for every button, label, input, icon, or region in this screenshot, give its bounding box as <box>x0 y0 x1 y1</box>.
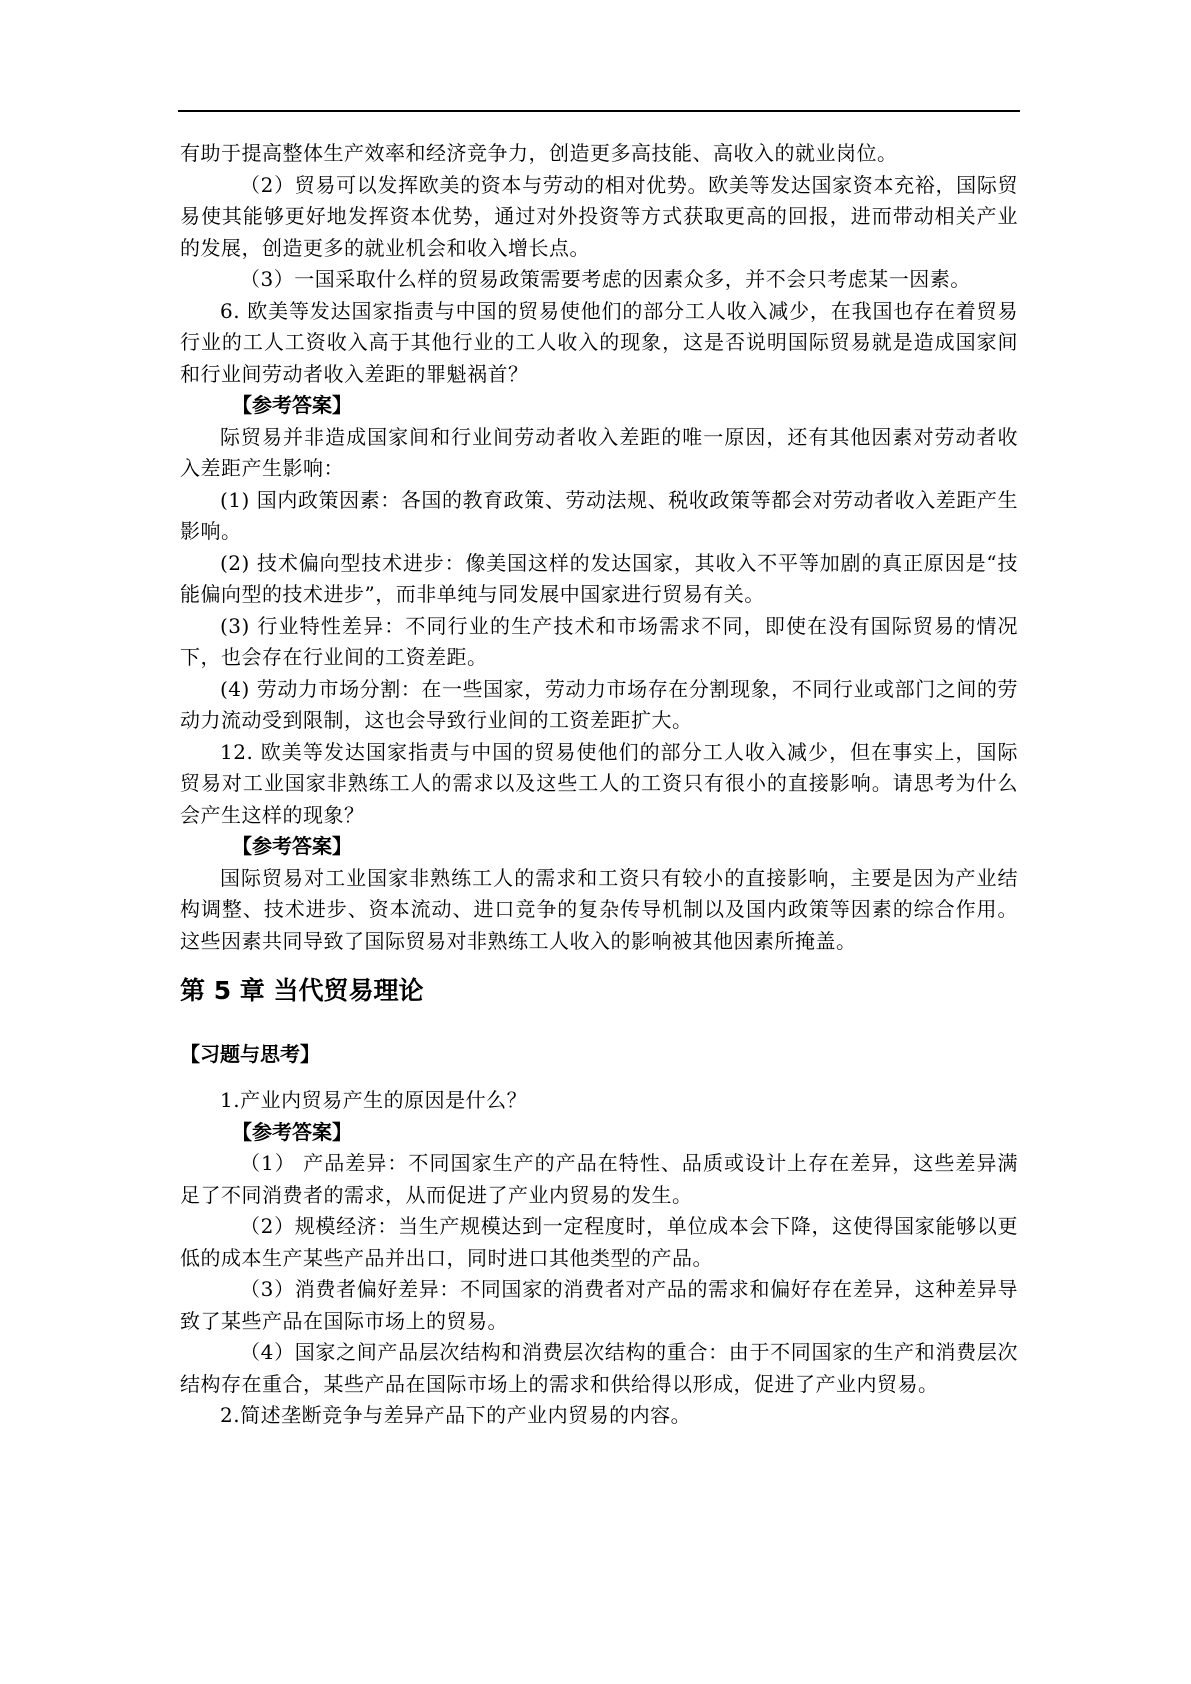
answer-heading: 【参考答案】 <box>232 393 352 417</box>
paragraph: 际贸易并非造成国家间和行业间劳动者收入差距的唯一原因，还有其他因素对劳动者收入差距产生影响： <box>180 424 1018 480</box>
question-6: 6. 欧美等发达国家指责与中国的贸易使他们的部分工人收入减少，在我国也存在着贸易行业的工人工资收入高于其他行业的工人收入的现象，这是否说明国际贸易就是造成国家间和行业间劳动者收入差距的罪魁祸首？ <box>180 298 1018 386</box>
question-1: 1.产业内贸易产生的原因是什么？ <box>220 1088 528 1112</box>
answer-heading: 【参考答案】 <box>232 834 352 858</box>
list-item: (2) 技术偏向型技术进步：像美国这样的发达国家，其收入不平等加剧的真正原因是“技能偏向型的技术进步”，而非单纯与同发展中国家进行贸易有关。 <box>180 550 1018 606</box>
question-2: 2.简述垄断竞争与差异产品下的产业内贸易的内容。 <box>220 1403 692 1427</box>
list-item: （1） 产品差异：不同国家生产的产品在特性、品质或设计上存在差异，这些差异满足了不同消费者的需求，从而促进了产业内贸易的发生。 <box>180 1151 1018 1207</box>
document-body <box>180 138 1018 1432</box>
header-rule <box>178 110 1020 112</box>
paragraph: 有助于提高整体生产效率和经济竞争力，创造更多高技能、高收入的就业岗位。 <box>180 141 898 165</box>
list-item: (3) 行业特性差异：不同行业的生产技术和市场需求不同，即使在没有国际贸易的情况下，也会存在行业间的工资差距。 <box>180 613 1018 669</box>
paragraph: 国际贸易对工业国家非熟练工人的需求和工资只有较小的直接影响，主要是因为产业结构调整、技术进步、资本流动、进口竞争的复杂传导机制以及国内政策等因素的综合作用。这些因素共同导致了国际贸易对非熟练工人收入的影响被其他因素所掩盖。 <box>180 865 1018 953</box>
list-item: （3）消费者偏好差异：不同国家的消费者对产品的需求和偏好存在差异，这种差异导致了某些产品在国际市场上的贸易。 <box>180 1277 1018 1333</box>
answer-heading: 【参考答案】 <box>232 1119 352 1144</box>
list-item: （4）国家之间产品层次结构和消费层次结构的重合：由于不同国家的生产和消费层次结构存在重合，某些产品在国际市场上的需求和供给得以形成，促进了产业内贸易。 <box>180 1340 1018 1396</box>
list-item: （2）规模经济：当生产规模达到一定程度时，单位成本会下降，这使得国家能够以更低的成本生产某些产品并出口，同时进口其他类型的产品。 <box>180 1214 1018 1270</box>
question-12: 12. 欧美等发达国家指责与中国的贸易使他们的部分工人收入减少，但在事实上，国际贸易对工业国家非熟练工人的需求以及这些工人的工资只有很小的直接影响。请思考为什么会产生这样的现象？ <box>180 739 1018 827</box>
chapter-heading: 第 5 章 当代贸易理论 <box>180 976 424 1005</box>
section-heading: 【习题与思考】 <box>180 1042 320 1066</box>
list-item: (1) 国内政策因素：各国的教育政策、劳动法规、税收政策等都会对劳动者收入差距产生影响。 <box>180 487 1018 543</box>
paragraph: （3）一国采取什么样的贸易政策需要考虑的因素众多，并不会只考虑某一因素。 <box>240 267 971 291</box>
paragraph: （2）贸易可以发挥欧美的资本与劳动的相对优势。欧美等发达国家资本充裕，国际贸易使其能够更好地发挥资本优势，通过对外投资等方式获取更高的回报，进而带动相关产业的发展，创造更多的就业机会和收入增长点。 <box>180 172 1018 260</box>
list-item: (4) 劳动力市场分割：在一些国家，劳动力市场存在分割现象，不同行业或部门之间的劳动力流动受到限制，这也会导致行业间的工资差距扩大。 <box>180 676 1018 732</box>
